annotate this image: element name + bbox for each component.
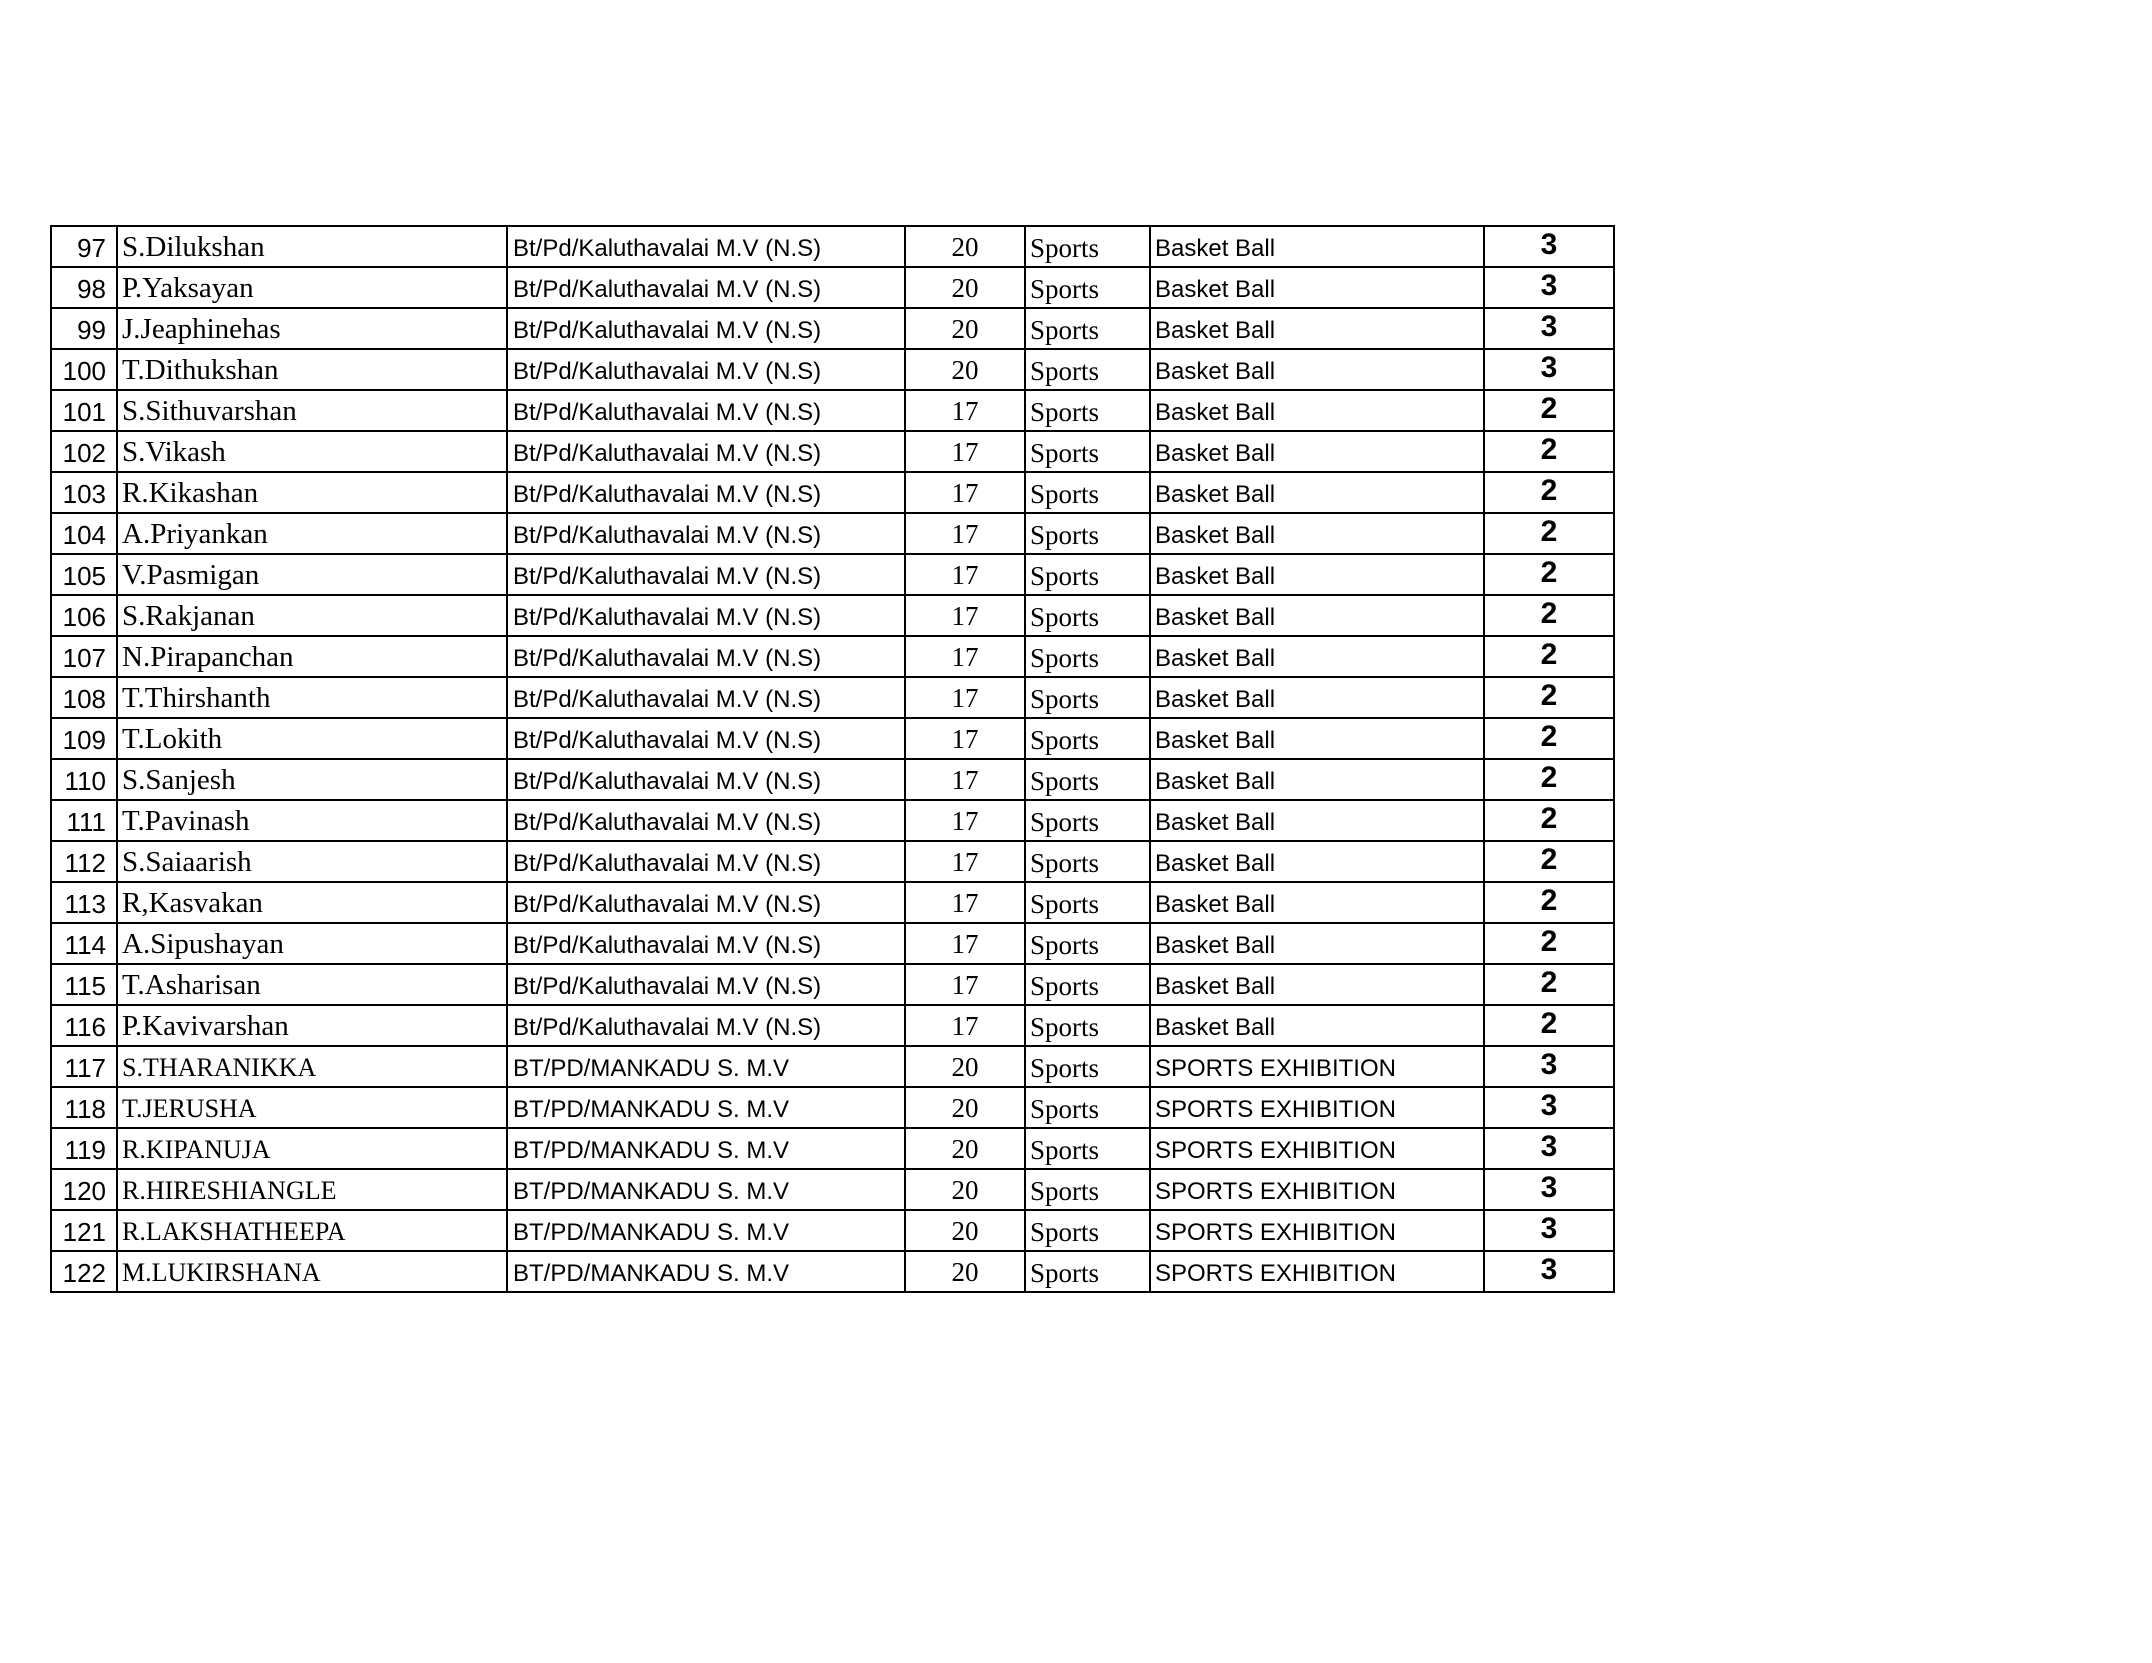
school-cell: BT/PD/MANKADU S. M.V bbox=[507, 1046, 905, 1087]
student-name-cell: T.Dithukshan bbox=[117, 349, 507, 390]
event-cell: SPORTS EXHIBITION bbox=[1150, 1087, 1484, 1128]
points-cell: 2 bbox=[1484, 718, 1614, 759]
student-name-cell: A.Sipushayan bbox=[117, 923, 507, 964]
age-group-cell: 17 bbox=[905, 800, 1025, 841]
row-number-cell: 107 bbox=[51, 636, 117, 677]
student-name-cell: R.HIRESHIANGLE bbox=[117, 1169, 507, 1210]
age-group-cell: 20 bbox=[905, 1046, 1025, 1087]
school-cell: Bt/Pd/Kaluthavalai M.V (N.S) bbox=[507, 554, 905, 595]
category-cell: Sports bbox=[1025, 390, 1150, 431]
student-name-cell: P.Yaksayan bbox=[117, 267, 507, 308]
event-cell: SPORTS EXHIBITION bbox=[1150, 1169, 1484, 1210]
row-number-cell: 116 bbox=[51, 1005, 117, 1046]
school-cell: Bt/Pd/Kaluthavalai M.V (N.S) bbox=[507, 800, 905, 841]
student-name-cell: S.Sanjesh bbox=[117, 759, 507, 800]
age-group-cell: 20 bbox=[905, 1128, 1025, 1169]
age-group-cell: 20 bbox=[905, 226, 1025, 267]
age-group-cell: 17 bbox=[905, 472, 1025, 513]
category-cell: Sports bbox=[1025, 923, 1150, 964]
student-name-cell: R.LAKSHATHEEPA bbox=[117, 1210, 507, 1251]
table-row bbox=[51, 431, 1614, 472]
table-row bbox=[51, 923, 1614, 964]
age-group-cell: 17 bbox=[905, 964, 1025, 1005]
table-row bbox=[51, 1087, 1614, 1128]
points-cell: 2 bbox=[1484, 800, 1614, 841]
row-number-cell: 105 bbox=[51, 554, 117, 595]
school-cell: Bt/Pd/Kaluthavalai M.V (N.S) bbox=[507, 226, 905, 267]
school-cell: BT/PD/MANKADU S. M.V bbox=[507, 1169, 905, 1210]
points-cell: 3 bbox=[1484, 1251, 1614, 1292]
row-number-cell: 118 bbox=[51, 1087, 117, 1128]
event-cell: Basket Ball bbox=[1150, 349, 1484, 390]
event-cell: Basket Ball bbox=[1150, 800, 1484, 841]
results-table bbox=[50, 225, 1615, 1293]
points-cell: 2 bbox=[1484, 431, 1614, 472]
event-cell: Basket Ball bbox=[1150, 308, 1484, 349]
row-number-cell: 111 bbox=[51, 800, 117, 841]
row-number-cell: 114 bbox=[51, 923, 117, 964]
event-cell: Basket Ball bbox=[1150, 636, 1484, 677]
row-number-cell: 101 bbox=[51, 390, 117, 431]
event-cell: Basket Ball bbox=[1150, 677, 1484, 718]
row-number-cell: 100 bbox=[51, 349, 117, 390]
school-cell: Bt/Pd/Kaluthavalai M.V (N.S) bbox=[507, 1005, 905, 1046]
table-row bbox=[51, 267, 1614, 308]
results-table-body bbox=[51, 226, 1614, 1292]
points-cell: 2 bbox=[1484, 923, 1614, 964]
school-cell: Bt/Pd/Kaluthavalai M.V (N.S) bbox=[507, 841, 905, 882]
event-cell: Basket Ball bbox=[1150, 595, 1484, 636]
category-cell: Sports bbox=[1025, 226, 1150, 267]
table-row bbox=[51, 349, 1614, 390]
table-row bbox=[51, 308, 1614, 349]
age-group-cell: 17 bbox=[905, 390, 1025, 431]
row-number-cell: 98 bbox=[51, 267, 117, 308]
points-cell: 3 bbox=[1484, 1128, 1614, 1169]
student-name-cell: T.Asharisan bbox=[117, 964, 507, 1005]
row-number-cell: 119 bbox=[51, 1128, 117, 1169]
row-number-cell: 97 bbox=[51, 226, 117, 267]
row-number-cell: 122 bbox=[51, 1251, 117, 1292]
event-cell: Basket Ball bbox=[1150, 226, 1484, 267]
age-group-cell: 20 bbox=[905, 1169, 1025, 1210]
row-number-cell: 104 bbox=[51, 513, 117, 554]
row-number-cell: 113 bbox=[51, 882, 117, 923]
points-cell: 2 bbox=[1484, 595, 1614, 636]
points-cell: 3 bbox=[1484, 267, 1614, 308]
age-group-cell: 17 bbox=[905, 513, 1025, 554]
school-cell: BT/PD/MANKADU S. M.V bbox=[507, 1251, 905, 1292]
student-name-cell: R.KIPANUJA bbox=[117, 1128, 507, 1169]
row-number-cell: 110 bbox=[51, 759, 117, 800]
school-cell: Bt/Pd/Kaluthavalai M.V (N.S) bbox=[507, 308, 905, 349]
row-number-cell: 117 bbox=[51, 1046, 117, 1087]
student-name-cell: S.Sithuvarshan bbox=[117, 390, 507, 431]
category-cell: Sports bbox=[1025, 800, 1150, 841]
event-cell: Basket Ball bbox=[1150, 267, 1484, 308]
age-group-cell: 17 bbox=[905, 595, 1025, 636]
age-group-cell: 20 bbox=[905, 267, 1025, 308]
event-cell: Basket Ball bbox=[1150, 718, 1484, 759]
row-number-cell: 103 bbox=[51, 472, 117, 513]
table-row bbox=[51, 513, 1614, 554]
table-row bbox=[51, 718, 1614, 759]
student-name-cell: T.Lokith bbox=[117, 718, 507, 759]
row-number-cell: 112 bbox=[51, 841, 117, 882]
table-row bbox=[51, 882, 1614, 923]
category-cell: Sports bbox=[1025, 1169, 1150, 1210]
event-cell: Basket Ball bbox=[1150, 513, 1484, 554]
row-number-cell: 106 bbox=[51, 595, 117, 636]
school-cell: BT/PD/MANKADU S. M.V bbox=[507, 1210, 905, 1251]
student-name-cell: S.Vikash bbox=[117, 431, 507, 472]
row-number-cell: 120 bbox=[51, 1169, 117, 1210]
row-number-cell: 102 bbox=[51, 431, 117, 472]
school-cell: Bt/Pd/Kaluthavalai M.V (N.S) bbox=[507, 718, 905, 759]
event-cell: SPORTS EXHIBITION bbox=[1150, 1128, 1484, 1169]
category-cell: Sports bbox=[1025, 1087, 1150, 1128]
row-number-cell: 115 bbox=[51, 964, 117, 1005]
student-name-cell: M.LUKIRSHANA bbox=[117, 1251, 507, 1292]
event-cell: SPORTS EXHIBITION bbox=[1150, 1210, 1484, 1251]
student-name-cell: R,Kasvakan bbox=[117, 882, 507, 923]
student-name-cell: S.Saiaarish bbox=[117, 841, 507, 882]
table-row bbox=[51, 554, 1614, 595]
table-row bbox=[51, 1210, 1614, 1251]
student-name-cell: J.Jeaphinehas bbox=[117, 308, 507, 349]
points-cell: 2 bbox=[1484, 677, 1614, 718]
category-cell: Sports bbox=[1025, 759, 1150, 800]
age-group-cell: 20 bbox=[905, 308, 1025, 349]
student-name-cell: P.Kavivarshan bbox=[117, 1005, 507, 1046]
category-cell: Sports bbox=[1025, 882, 1150, 923]
points-cell: 2 bbox=[1484, 759, 1614, 800]
school-cell: Bt/Pd/Kaluthavalai M.V (N.S) bbox=[507, 349, 905, 390]
points-cell: 3 bbox=[1484, 1046, 1614, 1087]
event-cell: SPORTS EXHIBITION bbox=[1150, 1251, 1484, 1292]
student-name-cell: S.Dilukshan bbox=[117, 226, 507, 267]
event-cell: Basket Ball bbox=[1150, 964, 1484, 1005]
points-cell: 2 bbox=[1484, 472, 1614, 513]
row-number-cell: 109 bbox=[51, 718, 117, 759]
points-cell: 3 bbox=[1484, 349, 1614, 390]
event-cell: Basket Ball bbox=[1150, 841, 1484, 882]
event-cell: Basket Ball bbox=[1150, 390, 1484, 431]
points-cell: 2 bbox=[1484, 554, 1614, 595]
points-cell: 3 bbox=[1484, 1210, 1614, 1251]
category-cell: Sports bbox=[1025, 841, 1150, 882]
event-cell: Basket Ball bbox=[1150, 923, 1484, 964]
points-cell: 3 bbox=[1484, 226, 1614, 267]
points-cell: 3 bbox=[1484, 1169, 1614, 1210]
student-name-cell: A.Priyankan bbox=[117, 513, 507, 554]
table-row bbox=[51, 759, 1614, 800]
table-row bbox=[51, 677, 1614, 718]
table-row bbox=[51, 800, 1614, 841]
category-cell: Sports bbox=[1025, 595, 1150, 636]
student-name-cell: T.Pavinash bbox=[117, 800, 507, 841]
table-row bbox=[51, 390, 1614, 431]
age-group-cell: 17 bbox=[905, 431, 1025, 472]
category-cell: Sports bbox=[1025, 349, 1150, 390]
school-cell: Bt/Pd/Kaluthavalai M.V (N.S) bbox=[507, 472, 905, 513]
school-cell: Bt/Pd/Kaluthavalai M.V (N.S) bbox=[507, 964, 905, 1005]
school-cell: Bt/Pd/Kaluthavalai M.V (N.S) bbox=[507, 431, 905, 472]
school-cell: Bt/Pd/Kaluthavalai M.V (N.S) bbox=[507, 923, 905, 964]
age-group-cell: 17 bbox=[905, 677, 1025, 718]
event-cell: Basket Ball bbox=[1150, 1005, 1484, 1046]
table-row bbox=[51, 1251, 1614, 1292]
points-cell: 3 bbox=[1484, 1087, 1614, 1128]
age-group-cell: 17 bbox=[905, 841, 1025, 882]
category-cell: Sports bbox=[1025, 554, 1150, 595]
table-row bbox=[51, 1046, 1614, 1087]
points-cell: 3 bbox=[1484, 308, 1614, 349]
age-group-cell: 20 bbox=[905, 1210, 1025, 1251]
category-cell: Sports bbox=[1025, 718, 1150, 759]
points-cell: 2 bbox=[1484, 882, 1614, 923]
age-group-cell: 17 bbox=[905, 923, 1025, 964]
age-group-cell: 17 bbox=[905, 759, 1025, 800]
student-name-cell: N.Pirapanchan bbox=[117, 636, 507, 677]
points-cell: 2 bbox=[1484, 841, 1614, 882]
category-cell: Sports bbox=[1025, 1210, 1150, 1251]
category-cell: Sports bbox=[1025, 431, 1150, 472]
table-row bbox=[51, 226, 1614, 267]
student-name-cell: S.THARANIKKA bbox=[117, 1046, 507, 1087]
category-cell: Sports bbox=[1025, 267, 1150, 308]
school-cell: Bt/Pd/Kaluthavalai M.V (N.S) bbox=[507, 759, 905, 800]
category-cell: Sports bbox=[1025, 677, 1150, 718]
points-cell: 2 bbox=[1484, 964, 1614, 1005]
school-cell: BT/PD/MANKADU S. M.V bbox=[507, 1128, 905, 1169]
category-cell: Sports bbox=[1025, 964, 1150, 1005]
category-cell: Sports bbox=[1025, 636, 1150, 677]
school-cell: Bt/Pd/Kaluthavalai M.V (N.S) bbox=[507, 636, 905, 677]
event-cell: SPORTS EXHIBITION bbox=[1150, 1046, 1484, 1087]
age-group-cell: 17 bbox=[905, 718, 1025, 759]
points-cell: 2 bbox=[1484, 513, 1614, 554]
row-number-cell: 108 bbox=[51, 677, 117, 718]
school-cell: BT/PD/MANKADU S. M.V bbox=[507, 1087, 905, 1128]
age-group-cell: 17 bbox=[905, 882, 1025, 923]
event-cell: Basket Ball bbox=[1150, 759, 1484, 800]
row-number-cell: 121 bbox=[51, 1210, 117, 1251]
table-row bbox=[51, 1128, 1614, 1169]
event-cell: Basket Ball bbox=[1150, 882, 1484, 923]
age-group-cell: 20 bbox=[905, 1251, 1025, 1292]
school-cell: Bt/Pd/Kaluthavalai M.V (N.S) bbox=[507, 595, 905, 636]
points-cell: 2 bbox=[1484, 1005, 1614, 1046]
student-name-cell: T.JERUSHA bbox=[117, 1087, 507, 1128]
category-cell: Sports bbox=[1025, 1128, 1150, 1169]
student-name-cell: V.Pasmigan bbox=[117, 554, 507, 595]
category-cell: Sports bbox=[1025, 1046, 1150, 1087]
table-row bbox=[51, 841, 1614, 882]
age-group-cell: 17 bbox=[905, 1005, 1025, 1046]
age-group-cell: 20 bbox=[905, 349, 1025, 390]
category-cell: Sports bbox=[1025, 1251, 1150, 1292]
student-name-cell: S.Rakjanan bbox=[117, 595, 507, 636]
event-cell: Basket Ball bbox=[1150, 431, 1484, 472]
school-cell: Bt/Pd/Kaluthavalai M.V (N.S) bbox=[507, 882, 905, 923]
student-name-cell: R.Kikashan bbox=[117, 472, 507, 513]
school-cell: Bt/Pd/Kaluthavalai M.V (N.S) bbox=[507, 513, 905, 554]
table-row bbox=[51, 964, 1614, 1005]
row-number-cell: 99 bbox=[51, 308, 117, 349]
table-row bbox=[51, 636, 1614, 677]
points-cell: 2 bbox=[1484, 390, 1614, 431]
event-cell: Basket Ball bbox=[1150, 472, 1484, 513]
category-cell: Sports bbox=[1025, 308, 1150, 349]
points-cell: 2 bbox=[1484, 636, 1614, 677]
table-row bbox=[51, 595, 1614, 636]
table-row bbox=[51, 1005, 1614, 1046]
table-row bbox=[51, 1169, 1614, 1210]
age-group-cell: 17 bbox=[905, 554, 1025, 595]
school-cell: Bt/Pd/Kaluthavalai M.V (N.S) bbox=[507, 390, 905, 431]
age-group-cell: 17 bbox=[905, 636, 1025, 677]
age-group-cell: 20 bbox=[905, 1087, 1025, 1128]
category-cell: Sports bbox=[1025, 513, 1150, 554]
school-cell: Bt/Pd/Kaluthavalai M.V (N.S) bbox=[507, 677, 905, 718]
student-name-cell: T.Thirshanth bbox=[117, 677, 507, 718]
category-cell: Sports bbox=[1025, 1005, 1150, 1046]
event-cell: Basket Ball bbox=[1150, 554, 1484, 595]
category-cell: Sports bbox=[1025, 472, 1150, 513]
school-cell: Bt/Pd/Kaluthavalai M.V (N.S) bbox=[507, 267, 905, 308]
table-row bbox=[51, 472, 1614, 513]
